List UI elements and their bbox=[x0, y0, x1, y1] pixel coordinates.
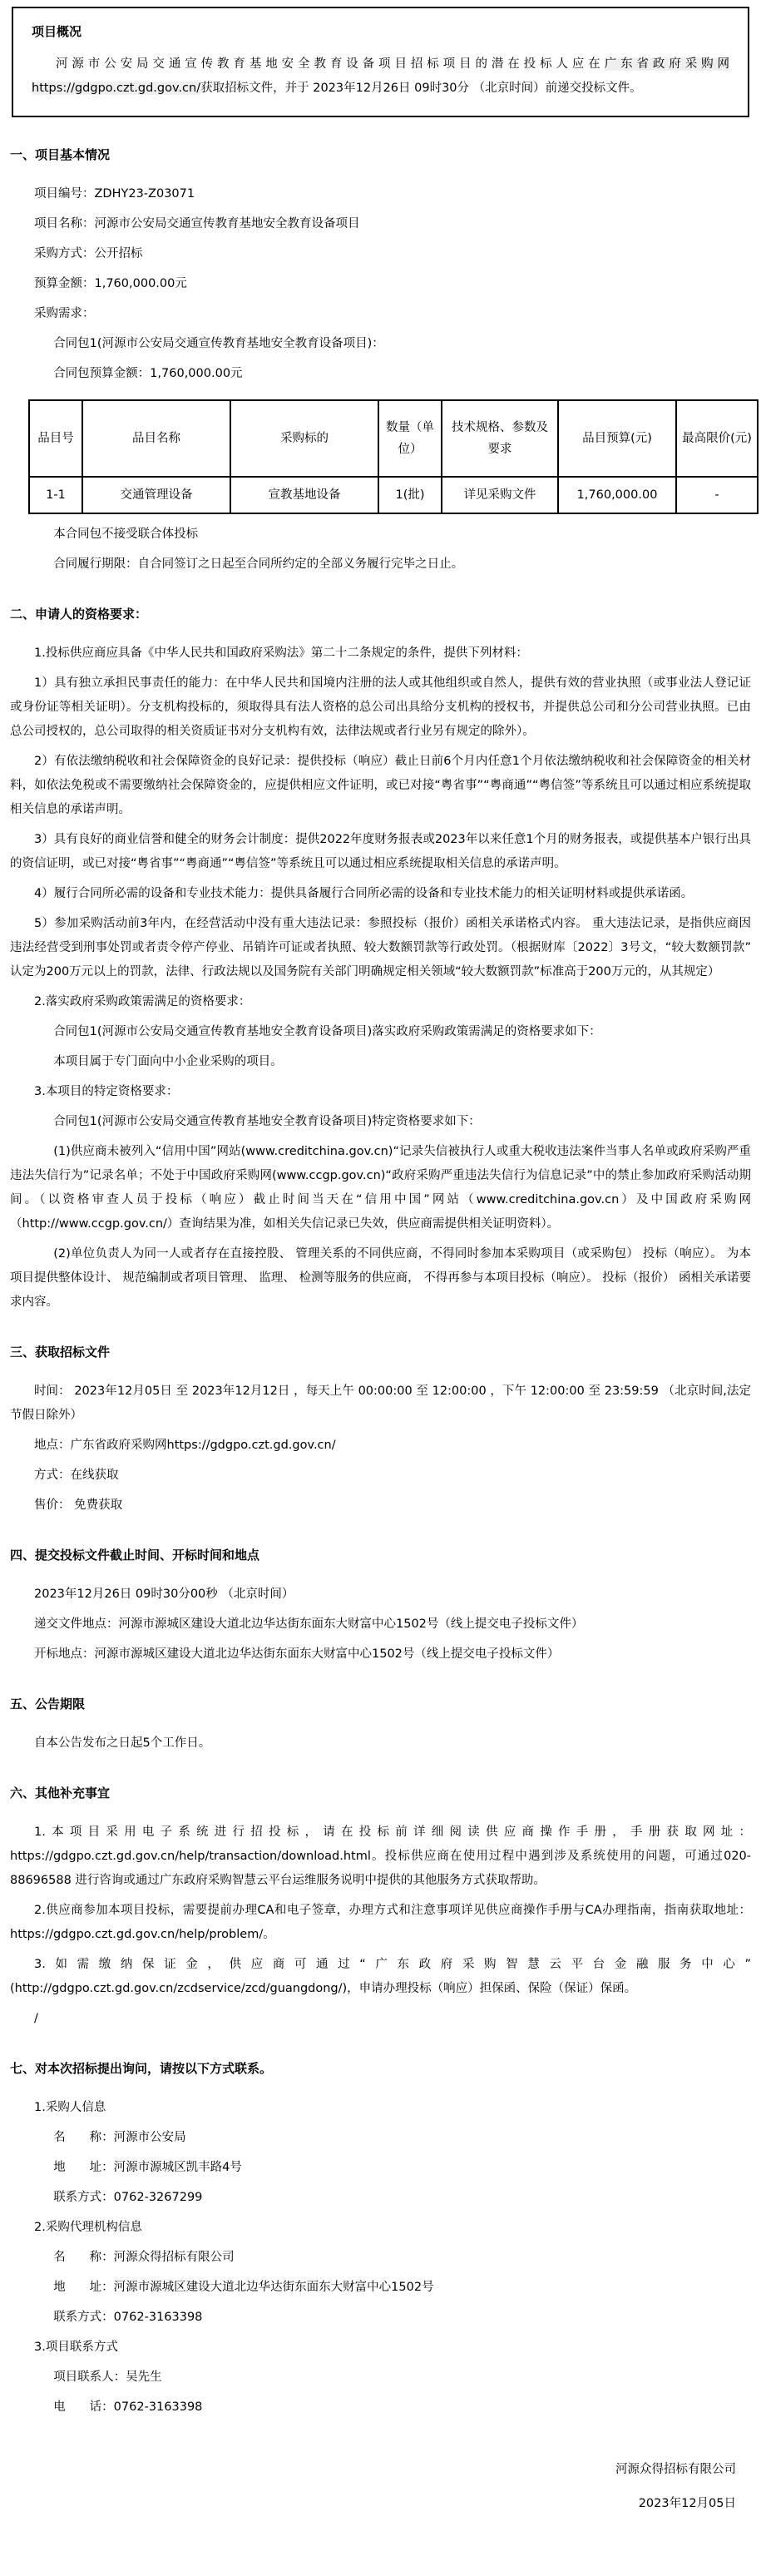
heading-project-basic-info: 一、项目基本情况 bbox=[10, 147, 111, 162]
paragraph: 3.本项目的特定资格要求： bbox=[34, 1085, 179, 1098]
paragraph: 1.本项目采用电子系统进行招投标，请在投标前详细阅读供应商操作手册，手册获取网址：https://gdgpo.czt.gd.gov.cn/help/transaction/download.html。投标供应商在使用过程中遇到涉及系统使用的问题，可通过020-88696588 进行咨询或通过广东政府采购智慧云平台运维服务说明中提供的其他服务方式获取帮助。 bbox=[10, 1825, 751, 1887]
procurement-site-url: 广东省政府采购网https://gdgpo.czt.gd.gov.cn/ bbox=[32, 57, 730, 95]
project-overview-box bbox=[12, 7, 749, 117]
bid-opening-place: 开标地点：河源市源城区建设大道北边华达街东面东大财富中心1502号（线上提交电子投标文件） bbox=[34, 1647, 560, 1661]
cell-item-name: 交通管理设备 bbox=[82, 477, 230, 513]
cell-specs: 详见采购文件 bbox=[442, 477, 558, 513]
purchaser-name: 名 称：河源市公安局 bbox=[53, 2131, 186, 2144]
purchaser-address: 地 址：河源市源城区凯丰路4号 bbox=[53, 2161, 242, 2174]
overview-intro-suffix: 获取招标文件，并于 2023年12月26日 09时30分 （北京时间）前递交投标文件。 bbox=[200, 82, 642, 95]
heading-applicant-qualifications: 二、申请人的资格要求： bbox=[10, 607, 148, 622]
submission-deadline: 2023年12月26日 09时30分00秒 （北京时间） bbox=[34, 1588, 294, 1601]
overview-intro-prefix: 河源市公安局交通宣传教育基地安全教育设备项目招标项目的潜在投标人应在 bbox=[56, 57, 605, 71]
paragraph: 5）参加采购活动前3年内，在经营活动中没有重大违法记录：参照投标（报价）函相关承诺格式内容。 重大违法记录，是指供应商因违法经营受到刑事处罚或者责令停产停业、吊销许可证或者执照、较大数额罚款等行政处罚。（根据财库〔2022〕3号文，“较大数额罚款”认定为200万元以上的罚款，法律、行政法规以及国务院有关部门明确规定相关领域“较大数额罚款”标准高于200万元的，从其规定） bbox=[10, 917, 751, 978]
purchaser-contact: 联系方式：0762-3267299 bbox=[53, 2191, 203, 2204]
obtain-place: 地点：广东省政府采购网https://gdgpo.czt.gd.gov.cn/ bbox=[34, 1439, 336, 1452]
paragraph: 4）履行合同所必需的设备和专业技术能力：提供具备履行合同所必需的设备和专业技术能力的相关证明材料或提供承诺函。 bbox=[34, 887, 694, 900]
obtain-time: 时间： 2023年12月05日 至 2023年12月12日 ，每天上午 00:00:00 至 12:00:00 ，下午 12:00:00 至 23:59:59 （北京时间,法定节假日除外） bbox=[10, 1385, 751, 1422]
paragraph: 3.如需缴纳保证金，供应商可通过“广东政府采购智慧云平台金融服务中心”(http://gdgpo.czt.gd.gov.cn/zcdservice/zcd/guangdong/)，申请办理投标（响应）担保函、保险（保证）保函。 bbox=[10, 1958, 751, 1995]
heading-other-matters: 六、其他补充事宜 bbox=[10, 1786, 111, 1801]
procurement-demand-label: 采购需求： bbox=[34, 307, 95, 320]
paragraph: 1.投标供应商应具备《中华人民共和国政府采购法》第二十二条规定的条件，提供下列材料： bbox=[34, 646, 528, 660]
obtain-price: 售价： 免费获取 bbox=[34, 1499, 123, 1512]
obtain-method: 方式：在线获取 bbox=[34, 1469, 119, 1482]
agency-address: 地 址：河源市源城区建设大道北边华达街东面东大财富中心1502号 bbox=[53, 2281, 434, 2294]
procurement-method: 采购方式：公开招标 bbox=[34, 247, 143, 260]
heading-contact-info: 七、对本次招标提出询问，请按以下方式联系。 bbox=[10, 2061, 273, 2076]
paragraph: 1）具有独立承担民事责任的能力：在中华人民共和国境内注册的法人或其他组织或自然人，提供有效的营业执照（或事业法人登记证或身份证等相关证明）。分支机构投标的，须取得具有法人资格的总公司出具给分支机构的授权书，并提供总公司和分公司营业执照。已由总公司授权的，总公司取得的相关资质证书对分支机构有效，法律法规或者行业另有规定的除外）。 bbox=[10, 676, 751, 738]
paragraph: 2.供应商参加本项目投标，需要提前办理CA和电子签章，办理方式和注意事项详见供应商操作手册与CA办理指南，指南获取地址：https://gdgpo.czt.gd.gov.cn/help/problem/。 bbox=[10, 1904, 751, 1941]
table-header-procurement-target: 采购标的 bbox=[230, 400, 378, 477]
table-row bbox=[29, 477, 758, 513]
table-header-item-budget: 品目预算(元) bbox=[558, 400, 676, 477]
table-header-specs: 技术规格、参数及要求 bbox=[442, 400, 558, 477]
submission-place: 递交文件地点：河源市源城区建设大道北边华达街东面东大财富中心1502号（线上提交电子投标文件） bbox=[34, 1617, 584, 1631]
project-number: 项目编号：ZDHY23-Z03071 bbox=[34, 187, 195, 201]
agency-name: 名 称：河源众得招标有限公司 bbox=[53, 2251, 235, 2264]
paragraph: 合同包1(河源市公安局交通宣传教育基地安全教育设备项目)特定资格要求如下： bbox=[53, 1115, 481, 1128]
project-contact-title: 3.项目联系方式 bbox=[34, 2341, 118, 2354]
paragraph: 本项目属于专门面向中小企业采购的项目。 bbox=[53, 1055, 283, 1068]
project-name: 项目名称：河源市公安局交通宣传教育基地安全教育设备项目 bbox=[34, 217, 360, 230]
agency-contact: 联系方式：0762-3163398 bbox=[53, 2311, 203, 2324]
table-header-row bbox=[29, 400, 758, 477]
table-header-item-name: 品目名称 bbox=[82, 400, 230, 477]
contract-package-title: 合同包1(河源市公安局交通宣传教育基地安全教育设备项目)： bbox=[53, 337, 384, 350]
announcement-period: 自本公告发布之日起5个工作日。 bbox=[34, 1736, 211, 1750]
procurement-items-table bbox=[28, 399, 759, 514]
heading-announcement-period: 五、公告期限 bbox=[10, 1697, 86, 1712]
paragraph: / bbox=[34, 2012, 38, 2025]
purchaser-info-title: 1.采购人信息 bbox=[34, 2101, 106, 2114]
cell-item-budget: 1,760,000.00 bbox=[558, 477, 676, 513]
overview-intro-paragraph bbox=[32, 52, 729, 101]
paragraph: (1)供应商未被列入“信用中国”网站(www.creditchina.gov.cn)“记录失信被执行人或重大税收违法案件当事人名单或政府采购严重违法失信行为”记录名单；不处于中国政府采购网(www.ccgp.gov.cn)“政府采购严重违法失信行为信息记录”中的禁止参加政府采购活动期间。（以资格审查人员于投标（响应）截止时间当天在“信用中国”网站（www.creditchina.gov.cn）及中国政府采购网（http://www.ccgp.gov.cn/）查询结果为准，如相关失信记录已失效，供应商需提供相关证明资料）。 bbox=[10, 1145, 751, 1231]
project-contact-phone: 电 话：0762-3163398 bbox=[53, 2400, 203, 2414]
paragraph: (2)单位负责人为同一人或者存在直接控股、 管理关系的不同供应商，不得同时参加本采购项目（或采购包） 投标（响应）。 为本项目提供整体设计、 规范编制或者项目管理、 监理、 检测等服务的供应商， 不得再参与本项目投标（响应）。 投标（报价） 函相关承诺要求内容。 bbox=[10, 1247, 751, 1309]
cell-procurement-target: 宣教基地设备 bbox=[230, 477, 378, 513]
table-header-item-no: 品目号 bbox=[29, 400, 82, 477]
contract-package-budget: 合同包预算金额：1,760,000.00元 bbox=[53, 367, 243, 380]
table-header-max-price: 最高限价(元) bbox=[676, 400, 758, 477]
no-consortium-note: 本合同包不接受联合体投标 bbox=[53, 528, 199, 541]
cell-quantity: 1(批) bbox=[378, 477, 442, 513]
table-header-quantity: 数量（单位） bbox=[378, 400, 442, 477]
paragraph: 2.落实政府采购政策需满足的资格要求： bbox=[34, 995, 251, 1008]
cell-item-no: 1-1 bbox=[29, 477, 82, 513]
paragraph: 2）有依法缴纳税收和社会保障资金的良好记录：提供投标（响应）截止日前6个月内任意1个月依法缴纳税收和社会保障资金的相关材料，如依法免税或不需要缴纳社会保障资金的，应提供相应文件证明，或已对接“粤省事”“粤商通”“粤信签”等系统且可以通过相应系统提取相关信息的承诺声明。 bbox=[10, 755, 751, 816]
contract-term: 合同履行期限：自合同签订之日起至合同所约定的全部义务履行完毕之日止。 bbox=[53, 557, 464, 571]
project-contact-person: 项目联系人：吴先生 bbox=[53, 2370, 162, 2384]
signature-block bbox=[10, 2458, 751, 2516]
budget-amount: 预算金额：1,760,000.00元 bbox=[34, 277, 187, 290]
paragraph: 3）具有良好的商业信誉和健全的财务会计制度：提供2022年度财务报表或2023年以来任意1个月的财务报表，或提供基本户银行出具的资信证明，或已对接“粤省事”“粤商通”“粤信签”等系统且可以通过相应系统提取相关信息的承诺声明。 bbox=[10, 833, 751, 870]
footer-date: 2023年12月05日 bbox=[638, 2497, 736, 2510]
project-overview-title: 项目概况 bbox=[32, 24, 82, 39]
heading-obtain-bidding-documents: 三、获取招标文件 bbox=[10, 1345, 111, 1360]
agency-info-title: 2.采购代理机构信息 bbox=[34, 2221, 142, 2234]
heading-submission-deadline: 四、提交投标文件截止时间、开标时间和地点 bbox=[10, 1548, 260, 1563]
cell-max-price: - bbox=[676, 477, 758, 513]
paragraph: 合同包1(河源市公安局交通宣传教育基地安全教育设备项目)落实政府采购政策需满足的资格要求如下： bbox=[53, 1025, 601, 1038]
footer-agency-name: 河源众得招标有限公司 bbox=[615, 2463, 736, 2476]
